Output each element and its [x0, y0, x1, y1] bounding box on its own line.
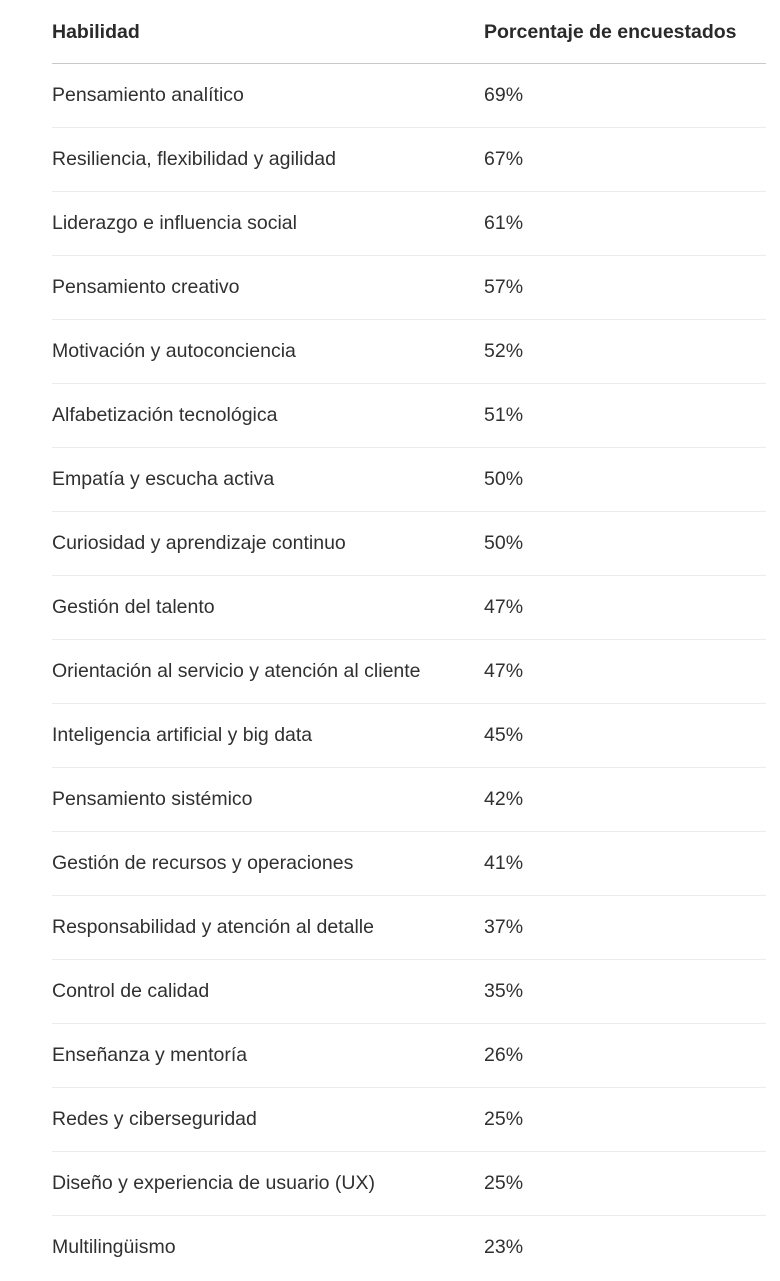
table-row	[52, 256, 766, 320]
table-row	[52, 768, 766, 832]
table-row	[52, 448, 766, 512]
percentage-cell: 69%	[484, 64, 766, 128]
table-row	[52, 960, 766, 1024]
percentage-cell: 45%	[484, 704, 766, 768]
percentage-cell: 67%	[484, 128, 766, 192]
skill-cell: Orientación al servicio y atención al cliente	[52, 640, 484, 704]
skill-cell: Redes y ciberseguridad	[52, 1088, 484, 1152]
skill-cell: Curiosidad y aprendizaje continuo	[52, 512, 484, 576]
percentage-cell: 25%	[484, 1152, 766, 1216]
table-row	[52, 704, 766, 768]
percentage-cell: 35%	[484, 960, 766, 1024]
column-header-skill-label: Habilidad	[52, 21, 140, 43]
skill-cell: Gestión del talento	[52, 576, 484, 640]
percentage-cell: 25%	[484, 1088, 766, 1152]
header-row	[52, 0, 766, 64]
skill-cell: Enseñanza y mentoría	[52, 1024, 484, 1088]
table-row	[52, 832, 766, 896]
percentage-cell: 23%	[484, 1236, 524, 1258]
skills-table	[52, 0, 766, 1279]
percentage-cell: 47%	[484, 576, 766, 640]
percentage-cell: 41%	[484, 832, 766, 896]
skill-cell: Gestión de recursos y operaciones	[52, 832, 484, 896]
table-row	[52, 576, 766, 640]
skill-cell: Responsabilidad y atención al detalle	[52, 896, 484, 960]
table-row	[52, 128, 766, 192]
skill-cell: Empatía y escucha activa	[52, 448, 484, 512]
skill-cell: Pensamiento sistémico	[52, 768, 484, 832]
percentage-cell: 42%	[484, 768, 766, 832]
skill-cell: Diseño y experiencia de usuario (UX)	[52, 1152, 484, 1216]
percentage-cell: 57%	[484, 256, 766, 320]
skill-cell: Pensamiento analítico	[52, 64, 484, 128]
percentage-cell: 52%	[484, 320, 766, 384]
table-row	[52, 896, 766, 960]
percentage-cell: 50%	[484, 448, 766, 512]
column-header-percentage	[484, 0, 766, 64]
skill-cell: Resiliencia, flexibilidad y agilidad	[52, 128, 484, 192]
skill-cell: Inteligencia artificial y big data	[52, 704, 484, 768]
table-row	[52, 1088, 766, 1152]
column-header-skill	[52, 0, 484, 64]
table-row	[52, 1216, 766, 1280]
percentage-cell: 26%	[484, 1024, 766, 1088]
table-row	[52, 320, 766, 384]
percentage-cell: 61%	[484, 192, 766, 256]
percentage-cell: 50%	[484, 512, 766, 576]
skill-cell: Liderazgo e influencia social	[52, 192, 484, 256]
table-row	[52, 384, 766, 448]
table-row	[52, 1152, 766, 1216]
skill-cell: Alfabetización tecnológica	[52, 384, 484, 448]
skill-cell: Pensamiento creativo	[52, 256, 484, 320]
column-header-percentage-label: Porcentaje de encuestados	[484, 21, 737, 43]
skill-cell: Control de calidad	[52, 960, 484, 1024]
table-row	[52, 192, 766, 256]
table-row	[52, 640, 766, 704]
table-body	[52, 64, 766, 1280]
table-row	[52, 64, 766, 128]
table-row	[52, 1024, 766, 1088]
skill-cell: Motivación y autoconciencia	[52, 320, 484, 384]
percentage-cell: 51%	[484, 384, 766, 448]
skill-cell: Multilingüismo	[52, 1236, 176, 1258]
percentage-cell: 37%	[484, 896, 766, 960]
table-row	[52, 512, 766, 576]
percentage-cell: 47%	[484, 640, 766, 704]
skills-table-container	[52, 0, 766, 1279]
table-header	[52, 0, 766, 64]
